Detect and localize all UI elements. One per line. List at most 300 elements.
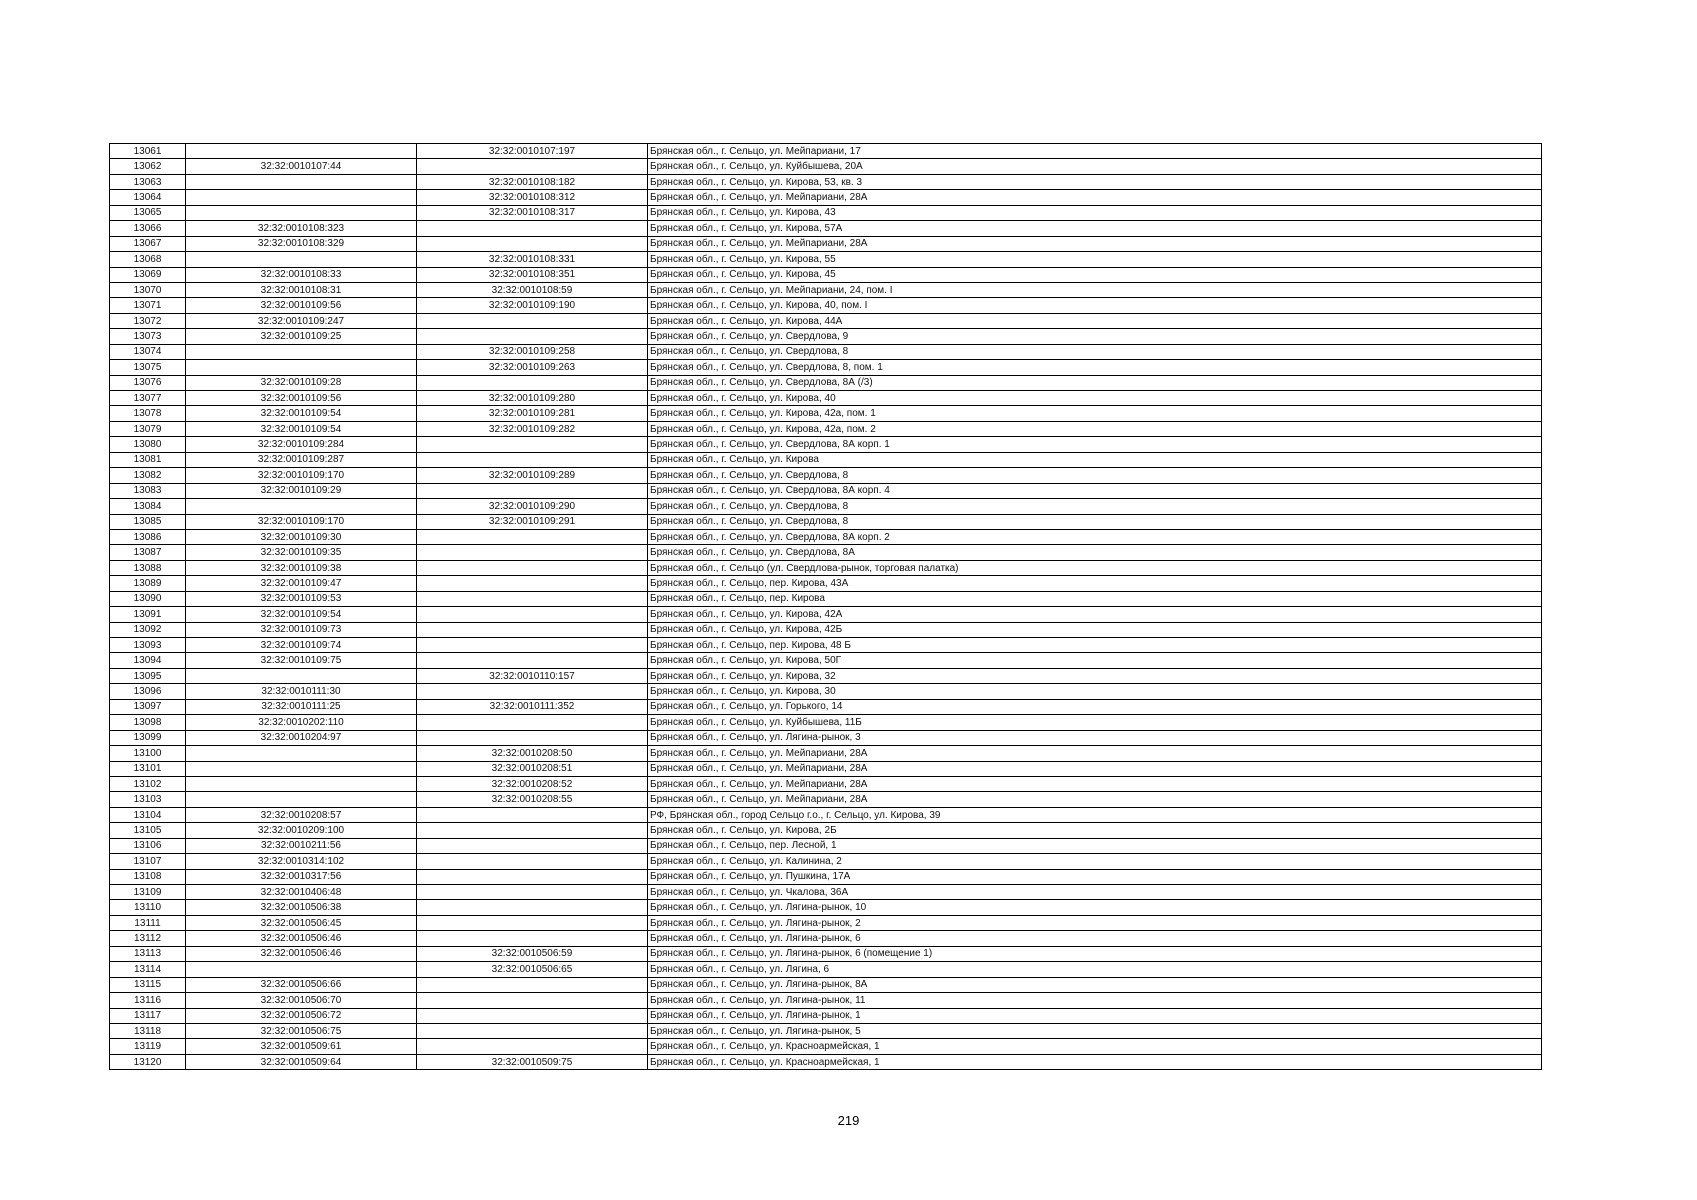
related-cadastral-number-cell [417,591,648,606]
cadastral-number-cell [186,776,417,791]
row-number-cell: 13119 [110,1039,186,1054]
address-cell: Брянская обл., г. Сельцо, ул. Мейпариани, 28А [648,776,1542,791]
cadastral-number-cell: 32:32:0010108:329 [186,236,417,251]
address-cell: Брянская обл., г. Сельцо, ул. Лягина, 6 [648,962,1542,977]
row-number-cell: 13097 [110,699,186,714]
address-cell: Брянская обл., г. Сельцо, ул. Кирова, 42а, пом. 2 [648,421,1542,436]
cadastral-number-cell: 32:32:0010506:66 [186,977,417,992]
table-row [110,144,1542,159]
table-row [110,406,1542,421]
table-row [110,684,1542,699]
row-number-cell: 13065 [110,205,186,220]
table-row [110,329,1542,344]
row-number-cell: 13083 [110,483,186,498]
table-row [110,699,1542,714]
cadastral-number-cell: 32:32:0010109:170 [186,514,417,529]
cadastral-number-cell [186,499,417,514]
related-cadastral-number-cell [417,715,648,730]
row-number-cell: 13102 [110,776,186,791]
cadastral-number-cell [186,344,417,359]
table-row [110,1008,1542,1023]
cadastral-number-cell: 32:32:0010109:47 [186,576,417,591]
row-number-cell: 13078 [110,406,186,421]
row-number-cell: 13069 [110,267,186,282]
table-row [110,607,1542,622]
cadastral-number-cell [186,792,417,807]
related-cadastral-number-cell [417,1039,648,1054]
table-row [110,560,1542,575]
address-cell: Брянская обл., г. Сельцо, ул. Свердлова, 8 [648,468,1542,483]
address-cell: Брянская обл., г. Сельцо, ул. Кирова [648,452,1542,467]
address-cell: Брянская обл., г. Сельцо, пер. Кирова, 48 Б [648,638,1542,653]
table-row [110,807,1542,822]
related-cadastral-number-cell: 32:32:0010108:331 [417,252,648,267]
row-number-cell: 13113 [110,946,186,961]
row-number-cell: 13112 [110,931,186,946]
related-cadastral-number-cell [417,1008,648,1023]
table-row [110,962,1542,977]
address-cell: Брянская обл., г. Сельцо, пер. Лесной, 1 [648,838,1542,853]
cadastral-number-cell: 32:32:0010109:284 [186,437,417,452]
address-cell: Брянская обл., г. Сельцо, ул. Мейпариани, 17 [648,144,1542,159]
cadastral-number-cell: 32:32:0010109:28 [186,375,417,390]
address-cell: Брянская обл., г. Сельцо, ул. Кирова, 40 [648,391,1542,406]
row-number-cell: 13099 [110,730,186,745]
address-cell: Брянская обл., г. Сельцо, ул. Свердлова, 8А корп. 2 [648,529,1542,544]
registry-table-body [110,144,1542,1070]
cadastral-number-cell: 32:32:0010109:38 [186,560,417,575]
related-cadastral-number-cell: 32:32:0010109:280 [417,391,648,406]
row-number-cell: 13092 [110,622,186,637]
related-cadastral-number-cell: 32:32:0010110:157 [417,668,648,683]
related-cadastral-number-cell: 32:32:0010108:317 [417,205,648,220]
cadastral-number-cell: 32:32:0010406:48 [186,885,417,900]
cadastral-number-cell: 32:32:0010109:29 [186,483,417,498]
row-number-cell: 13089 [110,576,186,591]
related-cadastral-number-cell [417,529,648,544]
table-row [110,931,1542,946]
cadastral-number-cell: 32:32:0010506:38 [186,900,417,915]
row-number-cell: 13116 [110,993,186,1008]
table-row [110,483,1542,498]
row-number-cell: 13068 [110,252,186,267]
related-cadastral-number-cell [417,437,648,452]
table-row [110,159,1542,174]
cadastral-number-cell [186,962,417,977]
table-row [110,514,1542,529]
row-number-cell: 13120 [110,1054,186,1069]
row-number-cell: 13091 [110,607,186,622]
cadastral-number-cell: 32:32:0010109:35 [186,545,417,560]
cadastral-number-cell: 32:32:0010111:30 [186,684,417,699]
table-row [110,344,1542,359]
address-cell: Брянская обл., г. Сельцо, ул. Свердлова, 8А [648,545,1542,560]
related-cadastral-number-cell [417,313,648,328]
address-cell: Брянская обл., г. Сельцо, ул. Кирова, 42Б [648,622,1542,637]
table-row [110,375,1542,390]
related-cadastral-number-cell [417,375,648,390]
related-cadastral-number-cell [417,977,648,992]
cadastral-number-cell: 32:32:0010317:56 [186,869,417,884]
address-cell: Брянская обл., г. Сельцо, ул. Красноармейская, 1 [648,1039,1542,1054]
address-cell: Брянская обл., г. Сельцо, ул. Мейпариани, 24, пом. I [648,282,1542,297]
cadastral-number-cell: 32:32:0010107:44 [186,159,417,174]
table-row [110,499,1542,514]
address-cell: Брянская обл., г. Сельцо, ул. Лягина-рынок, 8А [648,977,1542,992]
table-row [110,946,1542,961]
cadastral-number-cell: 32:32:0010506:70 [186,993,417,1008]
address-cell: Брянская обл., г. Сельцо, ул. Свердлова, 8А корп. 1 [648,437,1542,452]
related-cadastral-number-cell: 32:32:0010109:281 [417,406,648,421]
related-cadastral-number-cell [417,1023,648,1038]
related-cadastral-number-cell: 32:32:0010108:312 [417,190,648,205]
cadastral-number-cell [186,360,417,375]
registry-table [109,143,1542,1070]
related-cadastral-number-cell [417,885,648,900]
table-row [110,221,1542,236]
cadastral-number-cell: 32:32:0010211:56 [186,838,417,853]
related-cadastral-number-cell [417,838,648,853]
cadastral-number-cell: 32:32:0010109:170 [186,468,417,483]
address-cell: Брянская обл., г. Сельцо, ул. Чкалова, 36А [648,885,1542,900]
cadastral-number-cell [186,761,417,776]
table-row [110,205,1542,220]
address-cell: Брянская обл., г. Сельцо, ул. Куйбышева, 20А [648,159,1542,174]
table-row [110,900,1542,915]
cadastral-number-cell: 32:32:0010109:53 [186,591,417,606]
table-row [110,252,1542,267]
related-cadastral-number-cell [417,684,648,699]
cadastral-number-cell: 32:32:0010506:72 [186,1008,417,1023]
related-cadastral-number-cell: 32:32:0010108:59 [417,282,648,297]
address-cell: Брянская обл., г. Сельцо, ул. Горького, 14 [648,699,1542,714]
address-cell: Брянская обл., г. Сельцо, ул. Свердлова, 8А корп. 4 [648,483,1542,498]
related-cadastral-number-cell: 32:32:0010208:51 [417,761,648,776]
cadastral-number-cell: 32:32:0010509:61 [186,1039,417,1054]
cadastral-number-cell: 32:32:0010109:25 [186,329,417,344]
row-number-cell: 13064 [110,190,186,205]
table-row [110,638,1542,653]
related-cadastral-number-cell [417,329,648,344]
row-number-cell: 13066 [110,221,186,236]
related-cadastral-number-cell [417,807,648,822]
address-cell: Брянская обл., г. Сельцо, ул. Лягина-рынок, 5 [648,1023,1542,1038]
cadastral-number-cell: 32:32:0010506:75 [186,1023,417,1038]
table-row [110,468,1542,483]
address-cell: Брянская обл., г. Сельцо, ул. Кирова, 2Б [648,823,1542,838]
table-row [110,668,1542,683]
address-cell: Брянская обл., г. Сельцо, ул. Лягина-рынок, 10 [648,900,1542,915]
row-number-cell: 13105 [110,823,186,838]
related-cadastral-number-cell [417,915,648,930]
row-number-cell: 13115 [110,977,186,992]
row-number-cell: 13094 [110,653,186,668]
related-cadastral-number-cell: 32:32:0010109:291 [417,514,648,529]
related-cadastral-number-cell [417,931,648,946]
table-row [110,915,1542,930]
address-cell: Брянская обл., г. Сельцо, ул. Кирова, 42А [648,607,1542,622]
table-row [110,792,1542,807]
cadastral-number-cell: 32:32:0010108:31 [186,282,417,297]
address-cell: Брянская обл., г. Сельцо, ул. Кирова, 40, пом. I [648,298,1542,313]
address-cell: Брянская обл., г. Сельцо, ул. Кирова, 53, кв. 3 [648,174,1542,189]
address-cell: Брянская обл., г. Сельцо, ул. Мейпариани, 28А [648,746,1542,761]
address-cell: Брянская обл., г. Сельцо, пер. Кирова, 43А [648,576,1542,591]
related-cadastral-number-cell: 32:32:0010109:258 [417,344,648,359]
cadastral-number-cell: 32:32:0010109:73 [186,622,417,637]
related-cadastral-number-cell: 32:32:0010506:59 [417,946,648,961]
related-cadastral-number-cell: 32:32:0010208:52 [417,776,648,791]
address-cell: Брянская обл., г. Сельцо, ул. Свердлова, 8 [648,514,1542,529]
cadastral-number-cell [186,144,417,159]
row-number-cell: 13109 [110,885,186,900]
cadastral-number-cell: 32:32:0010109:54 [186,607,417,622]
row-number-cell: 13085 [110,514,186,529]
table-row [110,391,1542,406]
row-number-cell: 13118 [110,1023,186,1038]
related-cadastral-number-cell [417,622,648,637]
address-cell: Брянская обл., г. Сельцо, ул. Кирова, 43 [648,205,1542,220]
address-cell: Брянская обл., г. Сельцо, ул. Лягина-рынок, 6 (помещение 1) [648,946,1542,961]
related-cadastral-number-cell: 32:32:0010109:263 [417,360,648,375]
row-number-cell: 13104 [110,807,186,822]
cadastral-number-cell: 32:32:0010109:30 [186,529,417,544]
related-cadastral-number-cell: 32:32:0010109:190 [417,298,648,313]
cadastral-number-cell: 32:32:0010108:33 [186,267,417,282]
address-cell: Брянская обл., г. Сельцо, пер. Кирова [648,591,1542,606]
related-cadastral-number-cell [417,900,648,915]
row-number-cell: 13084 [110,499,186,514]
related-cadastral-number-cell: 32:32:0010509:75 [417,1054,648,1069]
cadastral-number-cell: 32:32:0010109:247 [186,313,417,328]
table-row [110,746,1542,761]
row-number-cell: 13098 [110,715,186,730]
row-number-cell: 13111 [110,915,186,930]
address-cell: Брянская обл., г. Сельцо, ул. Мейпариани, 28А [648,792,1542,807]
related-cadastral-number-cell: 32:32:0010107:197 [417,144,648,159]
row-number-cell: 13095 [110,668,186,683]
row-number-cell: 13081 [110,452,186,467]
address-cell: Брянская обл., г. Сельцо, ул. Свердлова, 8А (/3) [648,375,1542,390]
table-row [110,1023,1542,1038]
related-cadastral-number-cell [417,653,648,668]
row-number-cell: 13072 [110,313,186,328]
cadastral-number-cell: 32:32:0010111:25 [186,699,417,714]
related-cadastral-number-cell: 32:32:0010111:352 [417,699,648,714]
address-cell: Брянская обл., г. Сельцо, ул. Свердлова, 8 [648,344,1542,359]
table-row [110,977,1542,992]
address-cell: Брянская обл., г. Сельцо, ул. Лягина-рынок, 3 [648,730,1542,745]
row-number-cell: 13079 [110,421,186,436]
cadastral-number-cell: 32:32:0010506:46 [186,946,417,961]
row-number-cell: 13062 [110,159,186,174]
table-row [110,313,1542,328]
address-cell: Брянская обл., г. Сельцо, ул. Кирова, 32 [648,668,1542,683]
table-row [110,1039,1542,1054]
cadastral-number-cell: 32:32:0010109:56 [186,298,417,313]
row-number-cell: 13087 [110,545,186,560]
row-number-cell: 13106 [110,838,186,853]
address-cell: Брянская обл., г. Сельцо, ул. Лягина-рынок, 11 [648,993,1542,1008]
cadastral-number-cell: 32:32:0010108:323 [186,221,417,236]
row-number-cell: 13108 [110,869,186,884]
related-cadastral-number-cell [417,236,648,251]
row-number-cell: 13070 [110,282,186,297]
row-number-cell: 13117 [110,1008,186,1023]
cadastral-number-cell: 32:32:0010506:45 [186,915,417,930]
cadastral-number-cell: 32:32:0010109:74 [186,638,417,653]
related-cadastral-number-cell: 32:32:0010208:55 [417,792,648,807]
cadastral-number-cell: 32:32:0010109:54 [186,421,417,436]
related-cadastral-number-cell: 32:32:0010109:282 [417,421,648,436]
related-cadastral-number-cell [417,483,648,498]
table-row [110,869,1542,884]
related-cadastral-number-cell [417,730,648,745]
row-number-cell: 13103 [110,792,186,807]
row-number-cell: 13093 [110,638,186,653]
row-number-cell: 13067 [110,236,186,251]
row-number-cell: 13061 [110,144,186,159]
address-cell: Брянская обл., г. Сельцо, ул. Мейпариани, 28А [648,190,1542,205]
table-row [110,545,1542,560]
cadastral-number-cell: 32:32:0010208:57 [186,807,417,822]
address-cell: Брянская обл., г. Сельцо, ул. Кирова, 45 [648,267,1542,282]
page-number: 219 [837,1113,860,1128]
table-row [110,622,1542,637]
registry-table-container [109,143,1542,1070]
cadastral-number-cell: 32:32:0010314:102 [186,854,417,869]
table-row [110,823,1542,838]
row-number-cell: 13110 [110,900,186,915]
address-cell: Брянская обл., г. Сельцо, ул. Куйбышева, 11Б [648,715,1542,730]
table-row [110,190,1542,205]
row-number-cell: 13077 [110,391,186,406]
related-cadastral-number-cell [417,560,648,575]
address-cell: Брянская обл., г. Сельцо, ул. Кирова, 30 [648,684,1542,699]
row-number-cell: 13100 [110,746,186,761]
table-row [110,715,1542,730]
address-cell: Брянская обл., г. Сельцо, ул. Лягина-рынок, 2 [648,915,1542,930]
table-row [110,761,1542,776]
table-row [110,421,1542,436]
table-row [110,236,1542,251]
row-number-cell: 13090 [110,591,186,606]
cadastral-number-cell: 32:32:0010509:64 [186,1054,417,1069]
table-row [110,360,1542,375]
table-row [110,267,1542,282]
cadastral-number-cell: 32:32:0010209:100 [186,823,417,838]
row-number-cell: 13074 [110,344,186,359]
address-cell: Брянская обл., г. Сельцо, ул. Свердлова, 8, пом. 1 [648,360,1542,375]
table-row [110,885,1542,900]
related-cadastral-number-cell: 32:32:0010109:290 [417,499,648,514]
row-number-cell: 13114 [110,962,186,977]
address-cell: Брянская обл., г. Сельцо, ул. Лягина-рынок, 6 [648,931,1542,946]
address-cell: Брянская обл., г. Сельцо, ул. Кирова, 44А [648,313,1542,328]
cadastral-number-cell [186,746,417,761]
row-number-cell: 13088 [110,560,186,575]
address-cell: Брянская обл., г. Сельцо, ул. Пушкина, 17А [648,869,1542,884]
table-row [110,437,1542,452]
address-cell: Брянская обл., г. Сельцо, ул. Свердлова, 9 [648,329,1542,344]
table-row [110,1054,1542,1069]
row-number-cell: 13076 [110,375,186,390]
related-cadastral-number-cell: 32:32:0010506:65 [417,962,648,977]
address-cell: Брянская обл., г. Сельцо, ул. Лягина-рынок, 1 [648,1008,1542,1023]
address-cell: Брянская обл., г. Сельцо, ул. Кирова, 57А [648,221,1542,236]
cadastral-number-cell: 32:32:0010109:54 [186,406,417,421]
cadastral-number-cell [186,668,417,683]
table-row [110,576,1542,591]
table-row [110,174,1542,189]
related-cadastral-number-cell [417,576,648,591]
cadastral-number-cell: 32:32:0010109:56 [186,391,417,406]
row-number-cell: 13075 [110,360,186,375]
table-row [110,298,1542,313]
address-cell: Брянская обл., г. Сельцо, ул. Мейпариани, 28А [648,761,1542,776]
related-cadastral-number-cell [417,823,648,838]
cadastral-number-cell [186,174,417,189]
table-row [110,993,1542,1008]
cadastral-number-cell [186,190,417,205]
row-number-cell: 13096 [110,684,186,699]
table-row [110,838,1542,853]
row-number-cell: 13101 [110,761,186,776]
related-cadastral-number-cell: 32:32:0010208:50 [417,746,648,761]
row-number-cell: 13071 [110,298,186,313]
related-cadastral-number-cell [417,993,648,1008]
cadastral-number-cell: 32:32:0010202:110 [186,715,417,730]
table-row [110,854,1542,869]
related-cadastral-number-cell: 32:32:0010108:182 [417,174,648,189]
table-row [110,591,1542,606]
table-row [110,730,1542,745]
related-cadastral-number-cell [417,869,648,884]
address-cell: Брянская обл., г. Сельцо (ул. Свердлова-рынок, торговая палатка) [648,560,1542,575]
address-cell: Брянская обл., г. Сельцо, ул. Кирова, 55 [648,252,1542,267]
address-cell: Брянская обл., г. Сельцо, ул. Кирова, 50Г [648,653,1542,668]
cadastral-number-cell: 32:32:0010109:287 [186,452,417,467]
row-number-cell: 13073 [110,329,186,344]
address-cell: Брянская обл., г. Сельцо, ул. Калинина, 2 [648,854,1542,869]
address-cell: Брянская обл., г. Сельцо, ул. Мейпариани, 28А [648,236,1542,251]
cadastral-number-cell: 32:32:0010109:75 [186,653,417,668]
row-number-cell: 13107 [110,854,186,869]
address-cell: Брянская обл., г. Сельцо, ул. Свердлова, 8 [648,499,1542,514]
row-number-cell: 13063 [110,174,186,189]
related-cadastral-number-cell [417,221,648,236]
row-number-cell: 13086 [110,529,186,544]
table-row [110,653,1542,668]
related-cadastral-number-cell [417,159,648,174]
cadastral-number-cell [186,205,417,220]
related-cadastral-number-cell [417,638,648,653]
related-cadastral-number-cell [417,545,648,560]
cadastral-number-cell: 32:32:0010204:97 [186,730,417,745]
address-cell: Брянская обл., г. Сельцо, ул. Красноармейская, 1 [648,1054,1542,1069]
table-row [110,282,1542,297]
related-cadastral-number-cell [417,607,648,622]
related-cadastral-number-cell: 32:32:0010108:351 [417,267,648,282]
related-cadastral-number-cell [417,854,648,869]
address-cell: Брянская обл., г. Сельцо, ул. Кирова, 42а, пом. 1 [648,406,1542,421]
related-cadastral-number-cell [417,452,648,467]
row-number-cell: 13082 [110,468,186,483]
table-row [110,776,1542,791]
cadastral-number-cell [186,252,417,267]
cadastral-number-cell: 32:32:0010506:46 [186,931,417,946]
table-row [110,452,1542,467]
